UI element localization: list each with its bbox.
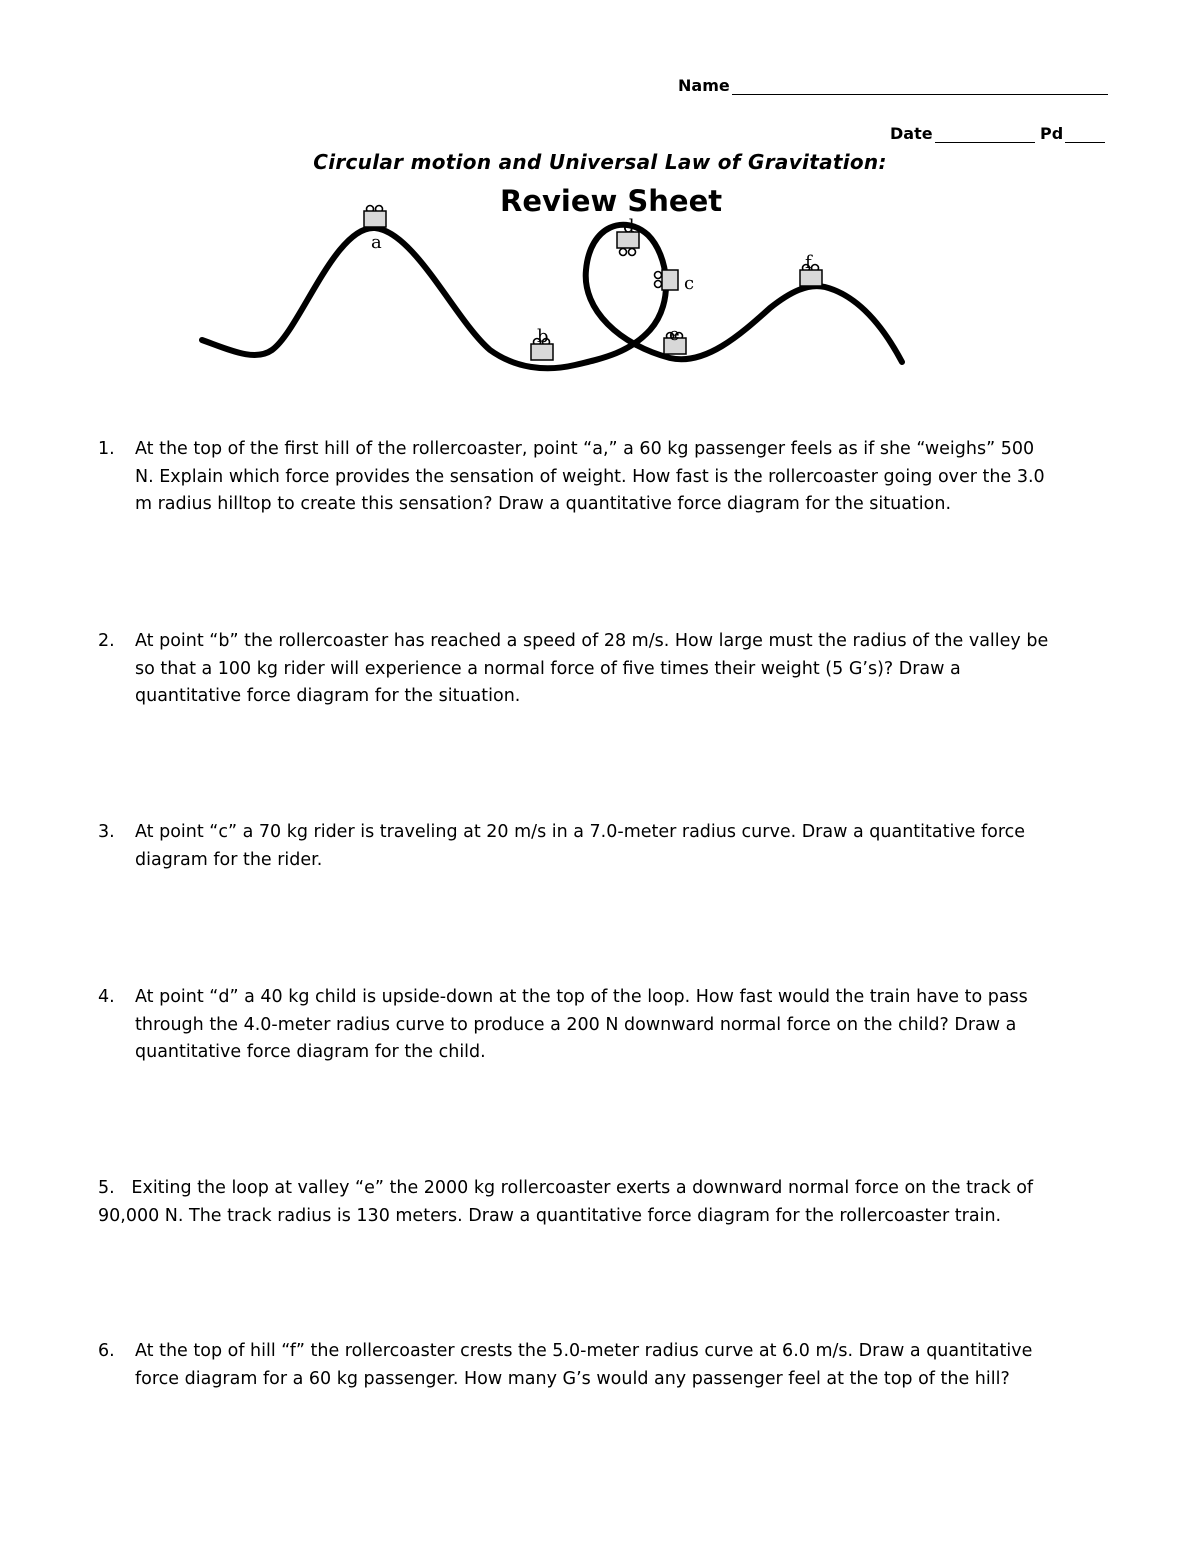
point-label-c: c [684, 273, 695, 294]
sheet-subtitle: Review Sheet [500, 184, 723, 218]
point-label-d: d [623, 216, 635, 237]
sheet-title: Circular motion and Universal Law of Gravitation: [313, 150, 887, 174]
question-text-line: Exiting the loop at valley “e” the 2000 kg rollercoaster exerts a downward normal force on the track of [131, 1178, 1034, 1198]
question-text-line: through the 4.0-meter radius curve to produce a 200 N downward normal force on the child? Draw a [135, 1014, 1017, 1035]
question-text-line: At the top of the first hill of the rollercoaster, point “a,” a 60 kg passenger feels as if she “weighs” 500 [135, 439, 1035, 459]
question-5 [98, 1175, 1158, 1235]
question-number: 6. [98, 1341, 115, 1361]
question-3 [98, 819, 1138, 879]
question-1 [98, 436, 1138, 526]
point-label-e: e [669, 324, 680, 345]
question-number: 1. [98, 439, 115, 459]
question-4 [98, 984, 1138, 1074]
coaster-car-a [364, 206, 386, 228]
question-text-line: At the top of hill “f” the rollercoaster crests the 5.0-meter radius curve at 6.0 m/s. Draw a quantitative [135, 1341, 1033, 1361]
question-text-line: quantitative force diagram for the situation. [135, 686, 521, 706]
period-label: Pd [1040, 124, 1064, 143]
question-text-line: At point “c” a 70 kg rider is traveling at 20 m/s in a 7.0-meter radius curve. Draw a quantitative force [135, 822, 1026, 842]
question-number: 4. [98, 987, 115, 1007]
point-label-f: f [805, 252, 812, 273]
rollercoaster-diagram [0, 0, 1200, 400]
question-2 [98, 628, 1138, 718]
question-text-line: diagram for the rider. [135, 849, 323, 870]
date-label: Date [890, 124, 933, 143]
question-text-line: At point “b” the rollercoaster has reached a speed of 28 m/s. How large must the radius of the valley be [135, 631, 1049, 651]
question-text-line: force diagram for a 60 kg passenger. How many G’s would any passenger feel at the top of the hill? [135, 1368, 1010, 1389]
question-6 [98, 1338, 1138, 1398]
question-text-line: At point “d” a 40 kg child is upside-down at the top of the loop. How fast would the train have to pass [135, 987, 1028, 1007]
question-text-line: 90,000 N. The track radius is 130 meters. Draw a quantitative force diagram for the rollercoaster train. [98, 1205, 1002, 1226]
coaster-car-c [655, 270, 679, 290]
point-label-a: a [371, 232, 382, 253]
question-number: 2. [98, 631, 115, 651]
name-label: Name [678, 76, 730, 95]
point-label-b: b [537, 326, 549, 347]
question-number: 5. [98, 1178, 115, 1198]
question-text-line: N. Explain which force provides the sensation of weight. How fast is the rollercoaster going over the 3.0 [135, 466, 1045, 487]
question-text-line: quantitative force diagram for the child. [135, 1042, 486, 1062]
question-number: 3. [98, 822, 115, 842]
question-text-line: so that a 100 kg rider will experience a normal force of five times their weight (5 G’s)? Draw a [135, 658, 961, 679]
question-text-line: m radius hilltop to create this sensation? Draw a quantitative force diagram for the situation. [135, 494, 952, 514]
